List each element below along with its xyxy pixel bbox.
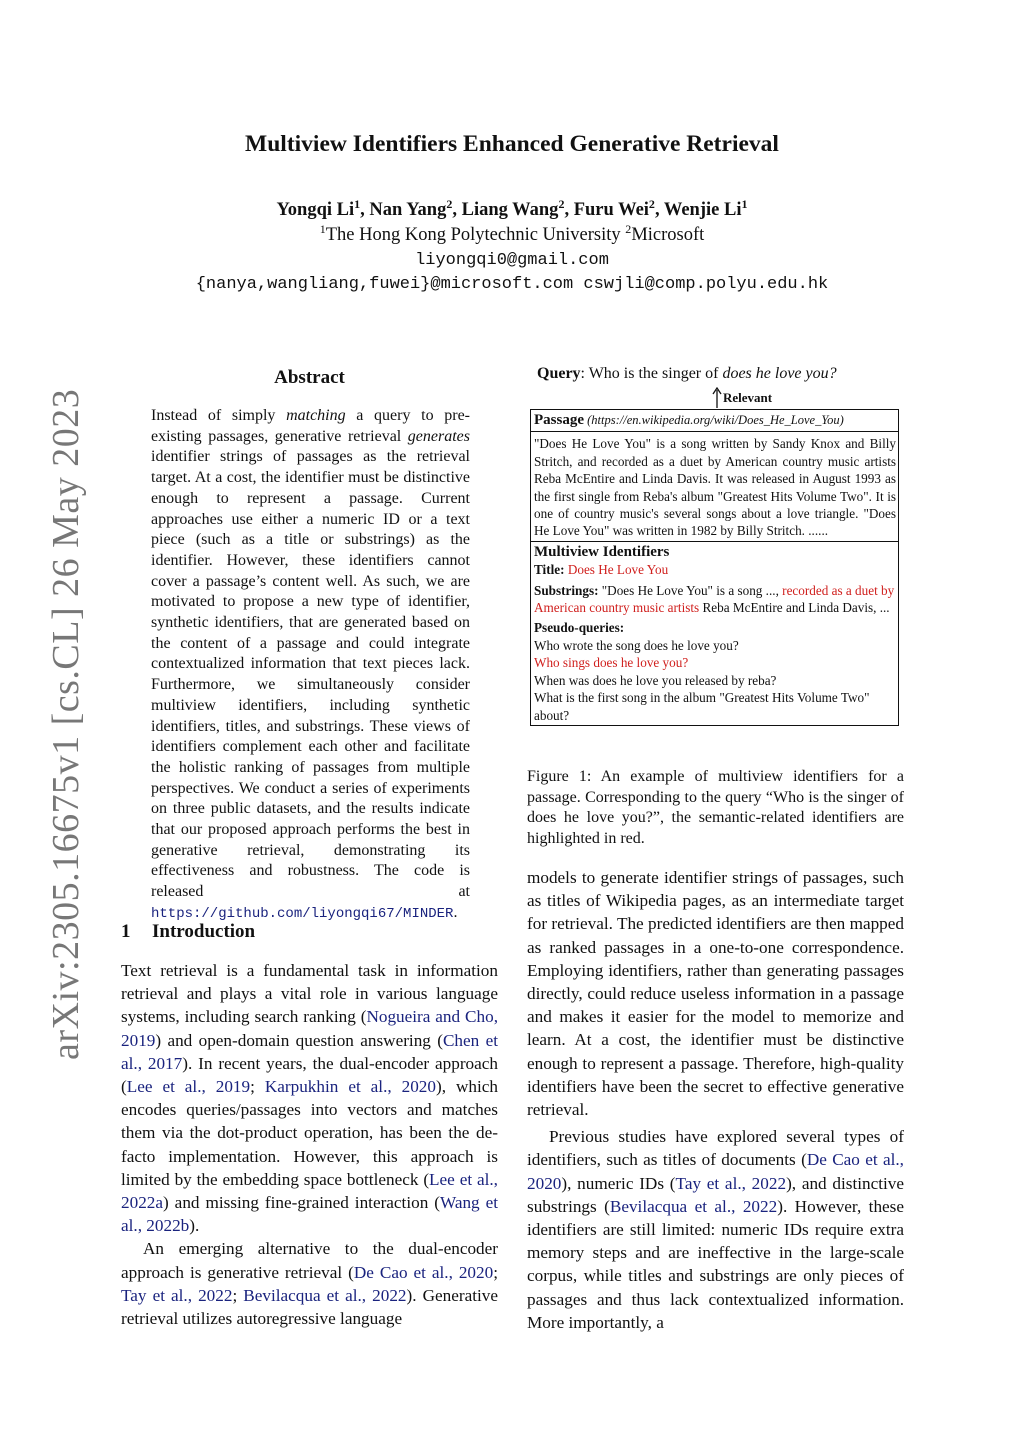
affiliation: Microsoft bbox=[631, 225, 705, 245]
author-affil-sup: 1 bbox=[354, 196, 361, 211]
author-list: Yongqi Li$^1$, Nan Yang$^2$, Liang Wang$^2$, Furu Wei$^2$, Wenjie Li$^1$ bbox=[276, 196, 748, 220]
text: ). Generative retrieval utilizes autoregressive language bbox=[121, 1285, 498, 1329]
substrings-identifier bbox=[534, 582, 895, 617]
text: ; bbox=[232, 1285, 244, 1305]
affiliations bbox=[0, 221, 1024, 246]
author-name: Nan Yang bbox=[369, 200, 447, 220]
figure-box bbox=[530, 409, 899, 726]
citation-link[interactable]: Bevilacqua et al., 2022 bbox=[243, 1285, 407, 1305]
multiview-body bbox=[531, 561, 898, 725]
abstract-heading: Abstract bbox=[274, 367, 345, 388]
query-label: Query bbox=[537, 365, 581, 382]
abstract-body bbox=[151, 406, 470, 925]
citation-link[interactable]: Lee et al., 2019 bbox=[126, 1077, 251, 1097]
affil-sup: 2 bbox=[625, 221, 632, 236]
author-affil-sup: 2 bbox=[446, 196, 453, 211]
section-heading bbox=[121, 921, 255, 943]
section-title: Introduction bbox=[152, 921, 256, 942]
url-paren: ) bbox=[839, 413, 844, 427]
identifier-value: Does He Love You bbox=[564, 562, 669, 578]
email-line: liyongqi0@gmail.com bbox=[415, 251, 609, 270]
paragraph: models to generate identifier strings of passages, such as titles of Wikipedia pages, as an intermediate target for retrieval. The predicted identifiers are then mapped as ranked passages in a one-to-one correspondence. Employing identifiers, rather than generating passages directly, could reduce useless information in a passage and makes it easier for the model to memorize and learn. At a cost, the identifier must be distinctive enough to represent a passage. Therefore, high-quality identifiers have been the secret to effective generative retrieval. bbox=[527, 868, 904, 1120]
relevant-label: Relevant bbox=[723, 390, 773, 405]
paragraph bbox=[121, 1237, 498, 1330]
pseudo-query: What is the first song in the album "Greatest Hits Volume Two" about? bbox=[534, 690, 870, 723]
identifier-value-highlight: recorded as a duet by American country music artists bbox=[534, 582, 895, 616]
identifier-label: Title: bbox=[534, 562, 565, 578]
identifier-label: Substrings: bbox=[534, 582, 599, 598]
text-em: matching bbox=[286, 407, 346, 424]
citation-link[interactable]: Wang et al., 2022b bbox=[121, 1193, 498, 1236]
passage-url: https://en.wikipedia.org/wiki/Does_He_Love_You bbox=[591, 413, 840, 427]
citation-link[interactable]: De Cao et al., 2020 bbox=[353, 1262, 494, 1282]
intro-body bbox=[121, 959, 498, 1330]
text: ) and open-domain question answering ( bbox=[155, 1030, 443, 1050]
author-name: Liang Wang bbox=[461, 200, 559, 220]
affiliation: The Hong Kong Polytechnic University bbox=[325, 225, 621, 245]
author-affil-sup: 2 bbox=[558, 196, 565, 211]
affil-sup: 1 bbox=[319, 221, 326, 236]
paragraph bbox=[527, 1125, 904, 1334]
citation-link[interactable]: Karpukhin et al., 2020 bbox=[264, 1077, 436, 1097]
multiview-section bbox=[531, 541, 898, 725]
passage-header bbox=[531, 410, 898, 432]
citation-link[interactable]: Tay et al., 2022 bbox=[121, 1285, 233, 1305]
code-link[interactable]: https://github.com/liyongqi67/MINDER bbox=[151, 905, 454, 922]
text: ), numeric IDs ( bbox=[561, 1173, 676, 1193]
passage-label: Passage bbox=[534, 412, 584, 428]
citation-link[interactable]: De Cao et al., 2020 bbox=[527, 1150, 904, 1193]
text: An emerging alternative to the dual-encoder approach is generative retrieval ( bbox=[121, 1239, 498, 1282]
text: ; bbox=[493, 1262, 498, 1282]
text: Instead of simply bbox=[151, 407, 287, 424]
figure-query bbox=[537, 365, 837, 383]
author-name: Yongqi Li bbox=[276, 200, 355, 220]
citation-link[interactable]: Chen et al., 2017 bbox=[121, 1030, 498, 1073]
query-em: does he love you? bbox=[722, 365, 837, 382]
figure-caption: Figure 1: An example of multiview identifiers for a passage. Corresponding to the query “Who is the singer of does he love you?”, the semantic-related identifiers are highlighted in red. bbox=[527, 768, 904, 847]
author-affil-sup: 2 bbox=[648, 196, 655, 211]
section-number: 1 bbox=[121, 921, 131, 942]
citation-link[interactable]: Tay et al., 2022 bbox=[675, 1173, 787, 1193]
passage-text: "Does He Love You" is a song written by Sandy Knox and Billy Stritch, and recorded as a duet by American country music artists Reba McEntire and Linda Davis. It was released in August 1993 as the first single from Reba's album "Greatest Hits Volume Two". It is one of country music's several songs about a love triangle. "Does He Love You" was written in 1982 by Billy Stritch. ...... bbox=[534, 436, 896, 539]
author-affil-sup: 1 bbox=[741, 196, 748, 211]
query-text: : Who is the singer of bbox=[580, 365, 723, 382]
multiview-heading: Multiview Identifiers bbox=[534, 543, 670, 560]
text: ). In recent years, the dual-encoder approach ( bbox=[121, 1053, 498, 1097]
text: ). However, these identifiers are still limited: numeric IDs require extra memory steps and are ineffective in the large-scale corpus, while titles and substrings are only pieces of passages and thus lack contextualized information. More importantly, a bbox=[527, 1196, 904, 1332]
text: identifier strings of passages as the retrieval target. At a cost, the identifier must be distinctive enough to represent a passage. Current approaches use either a numeric ID or a text piece (such as a title or substrings) as the identifier. However, these identifiers cannot cover a passage’s content well. As such, we are motivated to propose a new type of identifier, synthetic identifiers, that are generated based on the content of a passage and could integrate contextualized information that text pieces lack. Furthermore, we simultaneously consider multiview identifiers, including synthetic identifiers, titles, and substrings. These views of identifiers complement each other and facilitate the holistic ranking of passages from multiple perspectives. We conduct a series of experiments on three public datasets, and the results indicate that our proposed approach performs the best in generative retrieval, demonstrating its effectiveness and robustness. The code is released at bbox=[151, 448, 470, 901]
right-column-body bbox=[527, 866, 904, 1334]
text: Previous studies have explored several types of identifiers, such as titles of documents ( bbox=[527, 1127, 904, 1170]
citation-link[interactable]: Bevilacqua et al., 2022 bbox=[609, 1196, 778, 1216]
paragraph bbox=[121, 959, 498, 1237]
text-em: generates bbox=[407, 427, 470, 445]
text: ), and distinctive substrings ( bbox=[527, 1173, 904, 1216]
identifier-label: Pseudo-queries: bbox=[534, 620, 625, 636]
url-paren: ( bbox=[584, 413, 592, 427]
citation-link[interactable]: Nogueira and Cho, 2019 bbox=[121, 1007, 498, 1050]
text: ). bbox=[189, 1216, 200, 1236]
text: ) and missing fine-grained interaction ( bbox=[163, 1193, 440, 1213]
title-identifier bbox=[534, 561, 895, 578]
pseudo-query: When was does he love you released by reba? bbox=[534, 672, 777, 688]
identifier-value: "Does He Love You" is a song ..., bbox=[598, 582, 783, 598]
text: a query to pre-existing passages, generative retrieval bbox=[151, 407, 471, 445]
text: . bbox=[453, 903, 458, 921]
citation-link[interactable]: Lee et al., 2022a bbox=[121, 1169, 498, 1213]
email-line: {nanya,wangliang,fuwei}@microsoft.com cswjli@comp.polyu.edu.hk bbox=[195, 275, 829, 294]
text: ; bbox=[250, 1077, 265, 1097]
identifier-value: Reba McEntire and Linda Davis, ... bbox=[699, 600, 890, 616]
author-name: Furu Wei bbox=[573, 200, 649, 220]
text: ), which encodes queries/passages into vectors and matches them via the dot-product operation, has been the de-facto implementation. However, this approach is limited by the embedding space bottleneck ( bbox=[121, 1077, 498, 1189]
paper-title: Multiview Identifiers Enhanced Generative Retrieval bbox=[245, 131, 779, 157]
text: Text retrieval is a fundamental task in information retrieval and plays a vital role in various language systems, including search ranking ( bbox=[121, 961, 498, 1027]
arxiv-stamp: arXiv:2305.16675v1 [cs.CL] 26 May 2023 bbox=[45, 388, 87, 1060]
pseudo-query: Who wrote the song does he love you? bbox=[534, 637, 739, 653]
pseudo-query-highlight: Who sings does he love you? bbox=[534, 655, 689, 671]
arrow-up-icon bbox=[712, 387, 722, 409]
author-name: Wenjie Li bbox=[663, 200, 742, 220]
